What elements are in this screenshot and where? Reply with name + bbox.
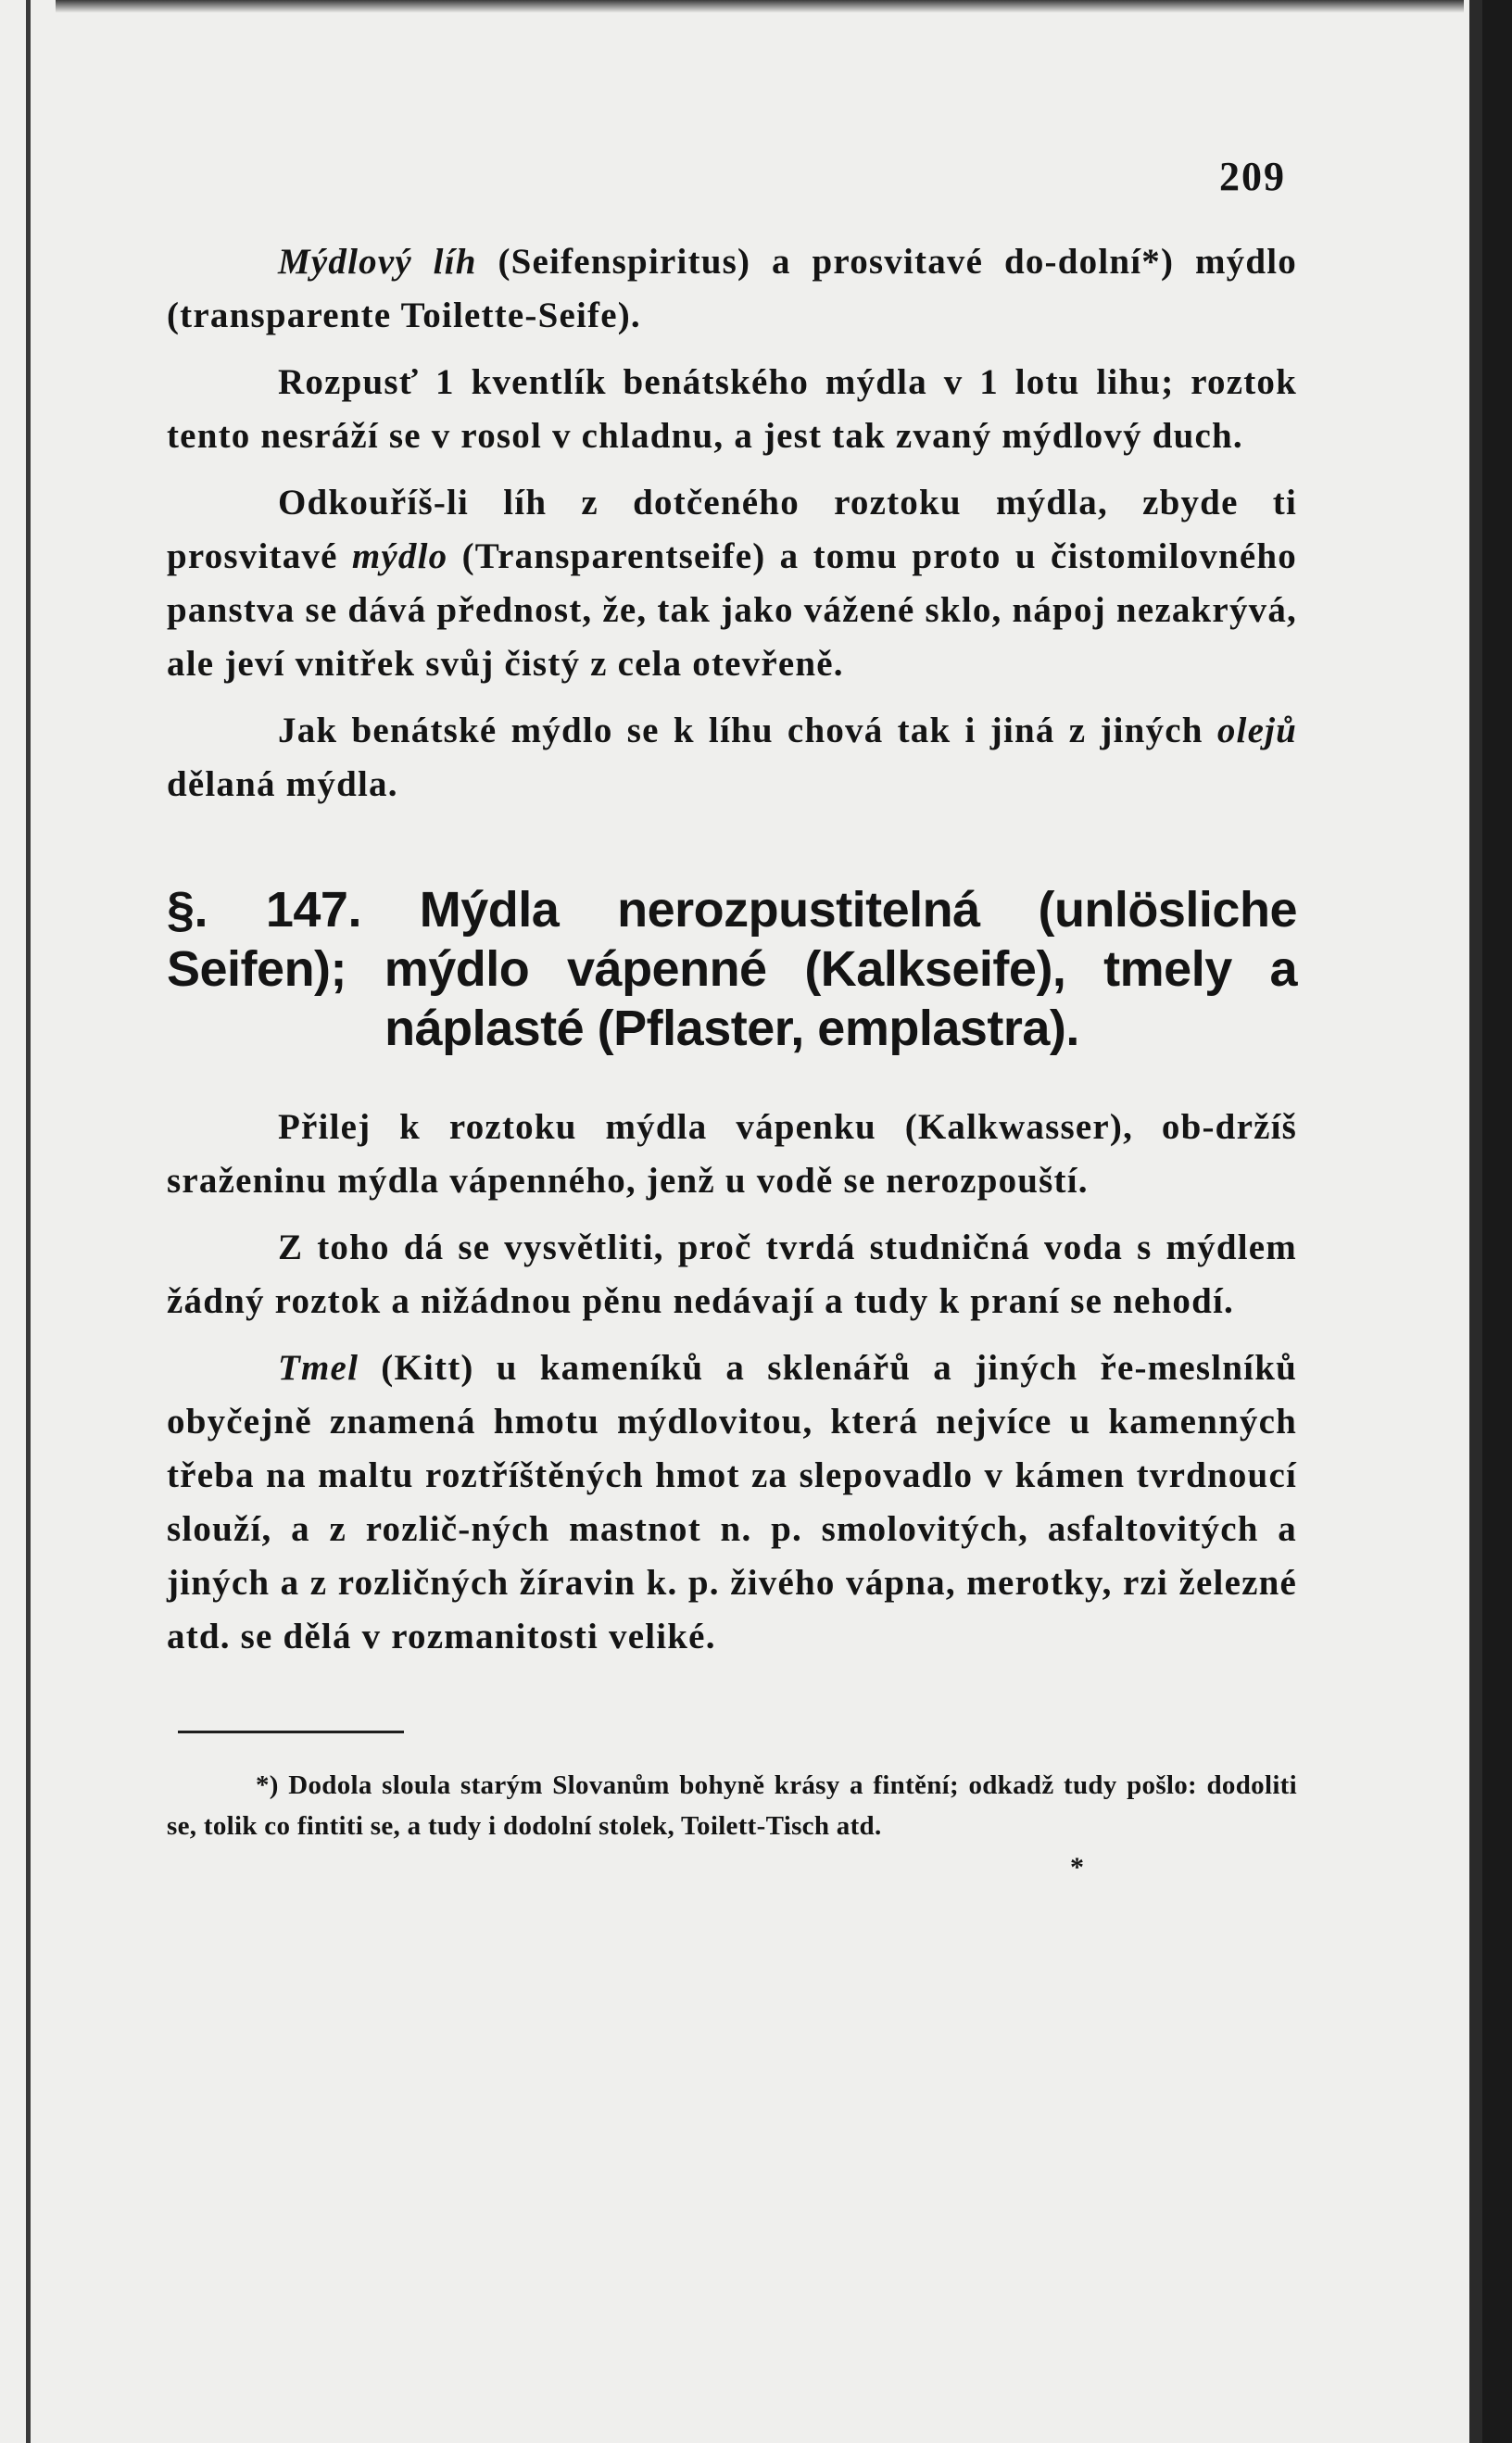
paragraph-4-em: olejů xyxy=(1216,711,1297,750)
section-heading: §. 147. Mýdla nerozpustitelná (unlösliche Seifen); mýdlo vápenné (Kalkseife), tmely a náplasté (Pflaster, emplastra). xyxy=(167,882,1297,1056)
paragraph-1 xyxy=(167,235,1297,343)
catchword: * xyxy=(1070,1852,1084,1883)
paragraph-3-post: (Transparentseife) a tomu proto u čistomilovného panstva se dává přednost, že, tak jako vážené sklo, nápoj nezakrývá, ale jeví vnitřek svůj čistý z cela otevřeně. xyxy=(167,536,1297,684)
text-column xyxy=(167,153,1297,1883)
paragraph-1-text: (Seifenspiritus) a prosvitavé do-dolní*) mýdlo (transparente Toilette-Seife). xyxy=(167,242,1297,335)
page-number: 209 xyxy=(1219,154,1286,199)
paragraph-1-lead: Mýdlový líh xyxy=(278,242,477,282)
paragraph-5: Přilej k roztoku mýdla vápenku (Kalkwasser), ob-držíš sraženinu mýdla vápenného, jenž u vodě se nerozpouští. xyxy=(167,1107,1297,1201)
paragraph-7-text: (Kitt) u kameníků a sklenářů a jiných ře-meslníků obyčejně znamená hmotu mýdlovitou, která nejvíce u kamenných třeba na maltu roztříštěných hmot za slepovadlo v kámen tvrdnoucí slouží, a z rozlič-ných mastnot n. p. smolovitých, asfaltovitých a jiných a z rozličných žíravin k. p. živého vápna, merotky, rzi železné atd. se dělá v rozmanitosti veliké. xyxy=(167,1348,1297,1656)
paragraph-3-em: mýdlo xyxy=(351,536,448,576)
paragraph-2: Rozpusť 1 kventlík benátského mýdla v 1 lotu lihu; roztok tento nesráží se v rosol v chladnu, a jest tak zvaný mýdlový duch. xyxy=(167,362,1297,456)
paragraph-7 xyxy=(167,1341,1297,1664)
paragraph-3 xyxy=(167,476,1297,691)
paragraph-4-post: dělaná mýdla. xyxy=(167,764,398,804)
footnote-rule xyxy=(178,1731,404,1733)
page-top-edge xyxy=(56,0,1464,13)
page-fold-line xyxy=(26,0,31,2443)
footnote: *) Dodola sloula starým Slovanům bohyně krásy a fintění; odkadž tudy pošlo: dodoliti se, tolik co fintiti se, a tudy i dodolní stolek, Toilett-Tisch atd. xyxy=(167,1770,1297,1841)
paragraph-4-pre: Jak benátské mýdlo se k líhu chová tak i jiná z jiných xyxy=(278,711,1217,750)
paragraph-6: Z toho dá se vysvětliti, proč tvrdá studničná voda s mýdlem žádný roztok a nižádnou pěnu nedávají a tudy k praní se nehodí. xyxy=(167,1228,1297,1321)
paragraph-7-lead: Tmel xyxy=(278,1348,359,1388)
paragraph-3-pre: Odkouříš-li líh z dotčeného roztoku mýdla, zbyde ti prosvitavé xyxy=(167,483,1297,576)
paragraph-4 xyxy=(167,704,1297,812)
